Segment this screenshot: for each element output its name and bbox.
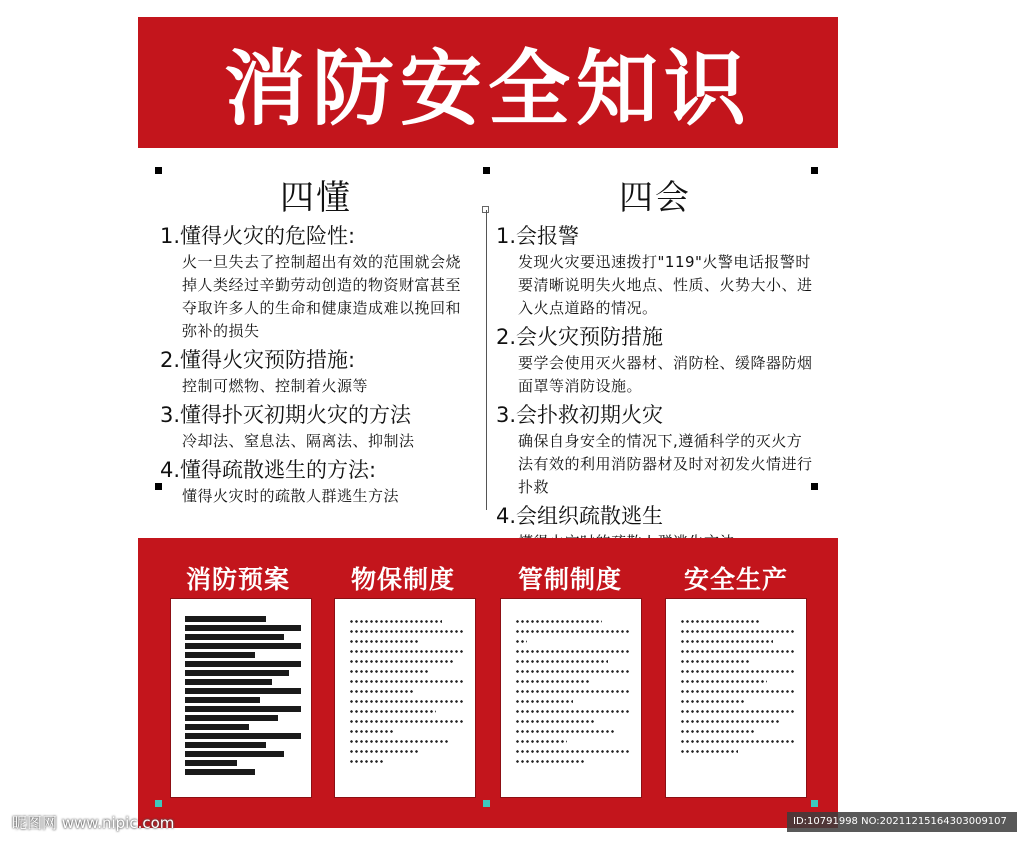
right-item-title: 3.会扑救初期火灾: [496, 403, 664, 427]
left-item-body: 火一旦失去了控制超出有效的范围就会烧掉人类经过辛勤劳动创造的物资财富甚至夺取许多人的生命和健康造成难以挽回和弥补的损失: [182, 253, 462, 340]
column-divider: [486, 210, 487, 510]
fire-safety-board: [138, 17, 838, 828]
title-band: [138, 17, 838, 148]
left-item-title: 3.懂得扑灭初期火灾的方法: [160, 403, 412, 427]
right-heading: 四会: [619, 178, 691, 218]
left-item-title: 4.懂得疏散逃生的方法:: [160, 458, 377, 482]
right-item-title: 2.会火灾预防措施: [496, 325, 664, 349]
selection-handle: [811, 800, 818, 807]
regulation-panel: [335, 599, 475, 797]
left-item-body: 冷却法、窒息法、隔离法、抑制法: [182, 432, 415, 450]
panel-title-fire-plan: 消防预案: [185, 565, 290, 594]
left-item-body: 控制可燃物、控制着火源等: [182, 377, 369, 395]
illegible-text-block: [185, 613, 301, 787]
regulations-band: [138, 538, 838, 828]
left-item-body: 懂得火灾时的疏散人群逃生方法: [182, 487, 400, 505]
watermark-site: 昵图网 www.nipic.com: [12, 814, 175, 832]
illegible-text-block: [680, 613, 796, 787]
regulation-panel: [666, 599, 806, 797]
panel-title-property: 物保制度: [350, 565, 455, 594]
four-able-column: [496, 170, 814, 558]
selection-handle: [155, 800, 162, 807]
right-item-title: 4.会组织疏散逃生: [496, 504, 664, 528]
watermark-id: ID:10791998 NO:20211215164303009107: [787, 812, 1017, 832]
knowledge-section: [138, 148, 838, 538]
left-item-title: 2.懂得火灾预防措施:: [160, 348, 356, 372]
left-heading: 四懂: [280, 178, 352, 218]
illegible-text-block: [515, 613, 631, 787]
panel-title-safety: 安全生产: [683, 565, 788, 594]
selection-handle: [483, 800, 490, 807]
right-item-body: 确保自身安全的情况下,遵循科学的灭火方法有效的利用消防器材及时对初发火情进行扑救: [518, 432, 813, 496]
selection-handle: [483, 167, 490, 174]
left-item-title: 1.懂得火灾的危险性:: [160, 224, 356, 248]
right-item-body: 要学会使用灭火器材、消防栓、缓降器防烟面罩等消防设施。: [518, 354, 813, 395]
illegible-text-block: [349, 613, 465, 787]
panel-title-control: 管制制度: [517, 565, 622, 594]
right-item-body: 发现火灾要迅速拨打"119"火警电话报警时要清晰说明失火地点、性质、火势大小、进入火点道路的情况。: [518, 253, 813, 317]
board-title: 消防安全知识: [223, 42, 752, 137]
right-item-title: 1.会报警: [496, 224, 580, 248]
regulation-panel: [171, 599, 311, 797]
four-understand-column: [160, 170, 472, 512]
regulation-panel: [501, 599, 641, 797]
